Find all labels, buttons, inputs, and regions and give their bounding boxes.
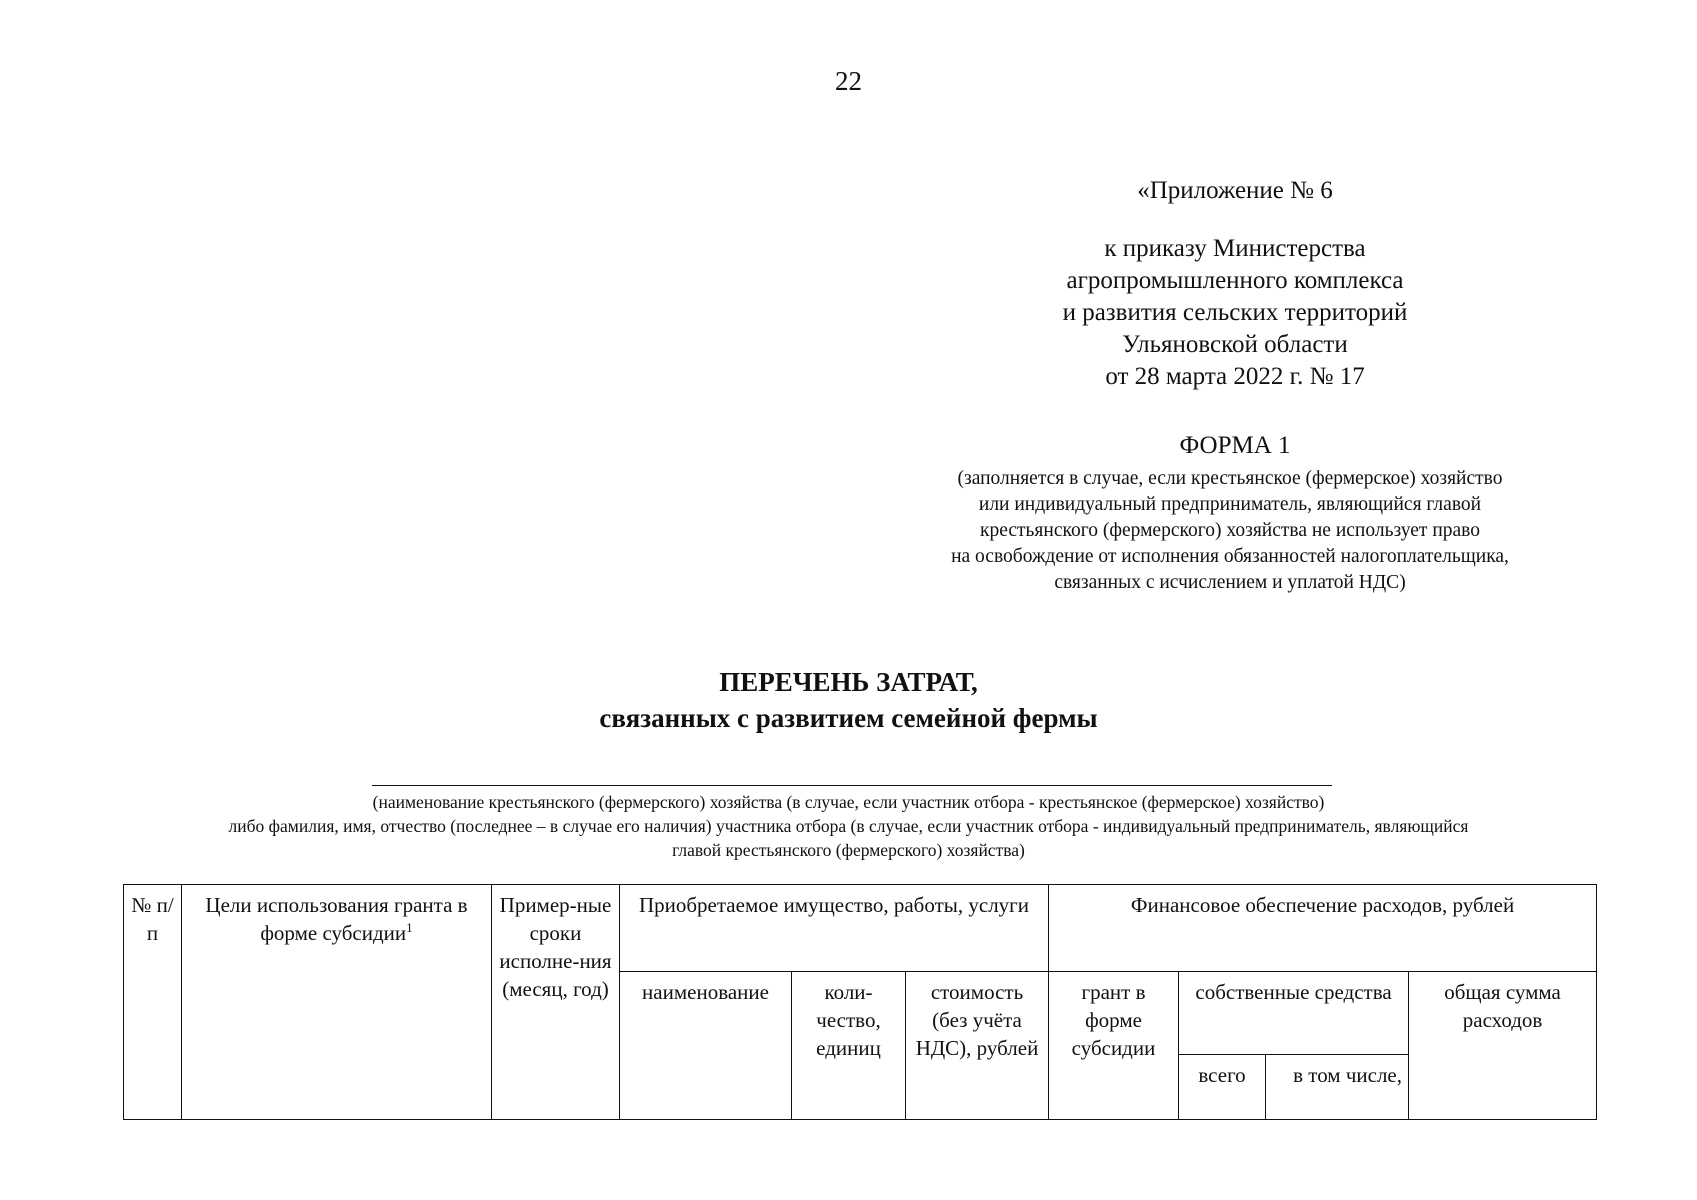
form-note-line: (заполняется в случае, если крестьянское (фермерское) хозяйство — [957, 468, 1503, 489]
header-name: наименование — [620, 972, 792, 1120]
caption-line: либо фамилия, имя, отчество (последнее – в случае его наличия) участника отбора (в случае, если участник отбора - индивидуальный предприниматель, являющийся — [228, 816, 1469, 836]
header-finance-group: Финансовое обеспечение расходов, рублей — [1049, 885, 1597, 972]
appendix-line: Ульяновской области — [1122, 331, 1348, 358]
header-own-total: всего — [1179, 1055, 1266, 1120]
footnote-marker: 1 — [406, 920, 413, 935]
header-goals — [182, 885, 492, 1120]
form-note-line: или индивидуальный предприниматель, являющийся главой — [978, 494, 1482, 515]
appendix-title: «Приложение № 6 — [1137, 177, 1333, 204]
appendix-line: и развития сельских территорий — [1062, 299, 1408, 326]
document-title-line2: связанных с развитием семейной фермы — [599, 703, 1098, 733]
appendix-header — [1000, 175, 1470, 393]
form-note-line: связанных с исчислением и уплатой НДС) — [1054, 572, 1406, 593]
expense-table — [123, 884, 1597, 1120]
header-goals-text: Цели использования гранта в форме субсидии — [205, 893, 468, 945]
caption-line: (наименование крестьянского (фермерского) хозяйства (в случае, если участник отбора - крестьянское (фермерское) хозяйство) — [372, 792, 1325, 812]
document-title-line1: ПЕРЕЧЕНЬ ЗАТРАТ, — [719, 667, 978, 697]
applicant-name-fill-line[interactable] — [372, 785, 1332, 786]
header-grant: грант в форме субсидии — [1049, 972, 1179, 1120]
caption-line: главой крестьянского (фермерского) хозяйства) — [672, 840, 1025, 860]
page-number: 22 — [835, 66, 862, 96]
applicant-name-caption — [100, 790, 1597, 862]
header-terms: Пример-ные сроки исполне-ния (месяц, год) — [492, 885, 620, 1120]
document-title — [0, 664, 1697, 736]
header-number: № п/п — [124, 885, 182, 1120]
header-property-group: Приобретаемое имущество, работы, услуги — [620, 885, 1049, 972]
form-note-line: крестьянского (фермерского) хозяйства не использует право — [979, 520, 1480, 541]
form-note — [880, 466, 1580, 596]
form-note-line: на освобождение от исполнения обязанностей налогоплательщика, — [951, 546, 1509, 567]
header-own-including: в том числе, — [1266, 1055, 1409, 1120]
header-own-funds-group: собственные средства — [1179, 972, 1409, 1055]
header-cost: стоимость (без учёта НДС), рублей — [906, 972, 1049, 1120]
appendix-line: агропромышленного комплекса — [1066, 267, 1404, 294]
form-title: ФОРМА 1 — [1179, 432, 1291, 459]
appendix-line: от 28 марта 2022 г. № 17 — [1105, 363, 1365, 390]
appendix-line: к приказу Министерства — [1104, 235, 1366, 262]
header-quantity: коли-чество, единиц — [792, 972, 906, 1120]
header-total-expenses: общая сумма расходов — [1409, 972, 1597, 1120]
